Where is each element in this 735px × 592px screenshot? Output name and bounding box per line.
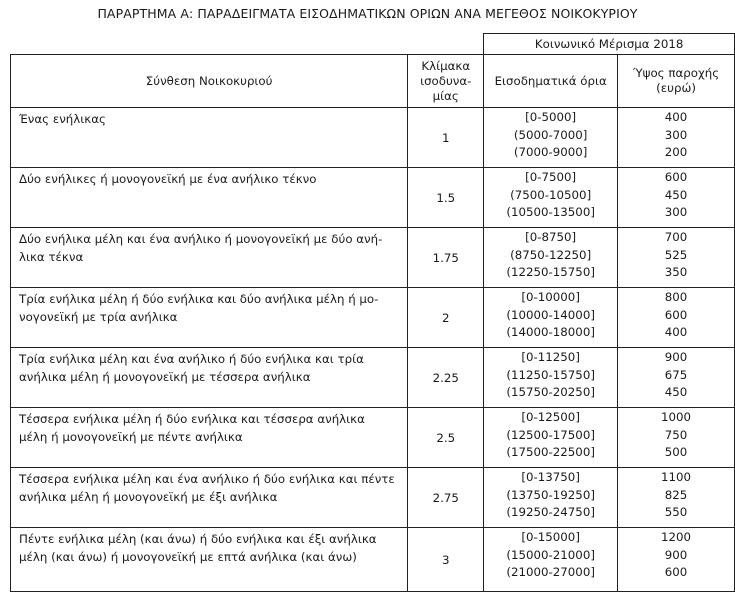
income-limit-value: [0-5000] <box>525 110 577 124</box>
household-composition-line: Δύο ενήλικα μέλη και ένα ανήλικο ή μονογονεϊκή με δύο ανή- <box>19 232 383 246</box>
income-limit-value: (13750-19250] <box>506 487 595 502</box>
benefit-amount-value: 750 <box>664 427 688 442</box>
benefit-amount-value: 400 <box>664 325 688 339</box>
income-limits-cell <box>484 468 618 528</box>
benefit-amount-cell <box>618 108 735 168</box>
table-body <box>11 108 735 592</box>
table-row <box>11 228 735 288</box>
income-limits-cell <box>484 108 618 168</box>
income-limit-value: (5000-7000] <box>513 127 588 142</box>
header-amount-line: Ύψος παροχής <box>632 66 720 80</box>
income-limit-value: (10000-14000] <box>506 307 595 322</box>
benefit-amount-value: 525 <box>664 247 688 262</box>
benefit-amount-value: 200 <box>664 145 688 159</box>
income-limits-cell <box>484 168 618 228</box>
income-limit-value: (15000-21000] <box>506 547 595 562</box>
income-limit-value: [0-12500] <box>521 410 580 424</box>
income-limits-cell <box>484 408 618 468</box>
group-header: Κοινωνικό Μέρισμα 2018 <box>484 34 735 55</box>
benefit-amount-cell <box>618 168 735 228</box>
income-limit-value: (17500-22500] <box>506 445 595 459</box>
header-scale <box>408 55 484 108</box>
header-limits: Εισοδηματικά όρια <box>484 55 618 108</box>
income-limit-value: [0-10000] <box>521 290 580 304</box>
table-row <box>11 408 735 468</box>
benefit-amount-value: 1000 <box>661 410 692 424</box>
household-composition-line: Τέσσερα ενήλικα μέλη και ένα ανήλικο ή δύο ενήλικα και πέντε <box>19 472 395 486</box>
table-row <box>11 108 735 168</box>
benefit-amount-cell <box>618 288 735 348</box>
household-composition-line: Τρία ενήλικα μέλη και ένα ανήλικο ή δύο ενήλικα και τρία <box>19 352 364 366</box>
income-limit-value: [0-8750] <box>525 230 577 244</box>
household-composition-line: μέλη ή μονογονεϊκή με πέντε ανήλικα <box>19 429 243 444</box>
income-limit-value: (11250-15750] <box>506 367 595 382</box>
benefit-amount-value: 600 <box>664 170 688 184</box>
equivalence-scale-cell: 2.75 <box>408 468 484 528</box>
benefit-amount-value: 600 <box>664 307 688 322</box>
benefit-amount-value: 450 <box>664 385 688 399</box>
income-limit-value: (12250-15750] <box>506 265 595 279</box>
household-composition-line: μέλη (και άνω) ή μονογονεϊκή με επτά ανήλικα (και άνω) <box>19 549 357 564</box>
benefit-amount-cell <box>618 468 735 528</box>
household-composition-cell <box>11 348 408 408</box>
income-limit-value: (19250-24750] <box>506 505 595 519</box>
income-limit-value: (7000-9000] <box>513 145 588 159</box>
benefit-amount-value: 300 <box>664 205 688 219</box>
household-composition-line: Δύο ενήλικες ή μονογονεϊκή με ένα ανήλικο τέκνο <box>19 172 317 186</box>
equivalence-scale-cell: 2.5 <box>408 408 484 468</box>
income-limit-value: [0-7500] <box>525 170 577 184</box>
income-limit-value: (10500-13500] <box>506 205 595 219</box>
income-limits-table <box>10 33 735 592</box>
household-composition-cell <box>11 228 408 288</box>
table-row <box>11 168 735 228</box>
income-limit-value: (8750-12250] <box>510 247 592 262</box>
household-composition-cell <box>11 288 408 348</box>
equivalence-scale-cell: 1.75 <box>408 228 484 288</box>
income-limit-value: (15750-20250] <box>506 385 595 399</box>
benefit-amount-cell <box>618 228 735 288</box>
household-composition-line: Πέντε ενήλικα μέλη (και άνω) ή δύο ενήλικα και έξι ανήλικα <box>19 532 377 546</box>
household-composition-line: Ένας ενήλικας <box>19 112 106 126</box>
equivalence-scale-cell: 2.25 <box>408 348 484 408</box>
household-composition-cell <box>11 468 408 528</box>
header-composition: Σύνθεση Νοικοκυριού <box>11 55 408 108</box>
income-limits-cell <box>484 348 618 408</box>
household-composition-line: ανήλικα μέλη ή μονογονεϊκή με έξι ανήλικα <box>19 489 278 504</box>
table-row <box>11 528 735 592</box>
benefit-amount-value: 400 <box>664 110 688 124</box>
benefit-amount-cell <box>618 408 735 468</box>
income-limit-value: [0-13750] <box>521 470 580 484</box>
household-composition-line: ανήλικα μέλη ή μονογονεϊκή με τέσσερα ανήλικα <box>19 369 311 384</box>
table-row <box>11 468 735 528</box>
income-limit-value: (21000-27000] <box>506 565 595 579</box>
benefit-amount-value: 600 <box>664 565 688 579</box>
benefit-amount-value: 900 <box>664 350 688 364</box>
header-amount <box>618 55 735 108</box>
equivalence-scale-cell: 1 <box>408 108 484 168</box>
benefit-amount-value: 900 <box>664 547 688 562</box>
household-composition-line: Τρία ενήλικα μέλη ή δύο ενήλικα και δύο ανήλικα μέλη ή μο- <box>19 292 379 306</box>
household-composition-cell <box>11 408 408 468</box>
benefit-amount-value: 300 <box>664 127 688 142</box>
equivalence-scale-cell: 3 <box>408 528 484 592</box>
benefit-amount-value: 350 <box>664 265 688 279</box>
household-composition-line: λικα τέκνα <box>19 249 84 264</box>
benefit-amount-cell <box>618 528 735 592</box>
income-limits-cell <box>484 288 618 348</box>
household-composition-line: Τέσσερα ενήλικα μέλη ή δύο ενήλικα και τέσσερα ανήλικα <box>19 412 365 426</box>
document-title: ΠΑΡΑΡΤΗΜΑ Α: ΠΑΡΑΔΕΙΓΜΑΤΑ ΕΙΣΟΔΗΜΑΤΙΚΩΝ ΟΡΙΩΝ ΑΝΑ ΜΕΓΕΘΟΣ ΝΟΙΚΟΚΥΡΙΟΥ <box>97 6 638 21</box>
income-limits-cell <box>484 228 618 288</box>
header-scale-line: μίας <box>432 88 459 103</box>
income-limit-value: (12500-17500] <box>506 427 595 442</box>
benefit-amount-value: 1100 <box>661 470 692 484</box>
household-composition-line: νογονεϊκή με τρία ανήλικα <box>19 309 178 324</box>
benefit-amount-cell <box>618 348 735 408</box>
table-row <box>11 288 735 348</box>
header-amount-line: (ευρώ) <box>656 81 696 95</box>
income-limits-cell <box>484 528 618 592</box>
income-limit-value: (14000-18000] <box>506 325 595 339</box>
benefit-amount-value: 700 <box>664 230 688 244</box>
benefit-amount-value: 825 <box>664 487 688 502</box>
benefit-amount-value: 500 <box>664 445 688 459</box>
header-scale-line: Κλίμακα <box>421 58 471 73</box>
benefit-amount-value: 450 <box>664 187 688 202</box>
table-row <box>11 348 735 408</box>
equivalence-scale-cell: 2 <box>408 288 484 348</box>
benefit-amount-value: 1200 <box>661 530 692 544</box>
header-scale-line: ισοδυνα- <box>420 73 472 88</box>
income-limit-value: [0-11250] <box>521 350 580 364</box>
household-composition-cell <box>11 108 408 168</box>
header-spacer <box>11 34 484 55</box>
household-composition-cell <box>11 528 408 592</box>
household-composition-cell <box>11 168 408 228</box>
equivalence-scale-cell: 1.5 <box>408 168 484 228</box>
benefit-amount-value: 675 <box>664 367 688 382</box>
income-limit-value: (7500-10500] <box>510 187 592 202</box>
income-limit-value: [0-15000] <box>521 530 580 544</box>
benefit-amount-value: 550 <box>664 505 688 519</box>
benefit-amount-value: 800 <box>664 290 688 304</box>
